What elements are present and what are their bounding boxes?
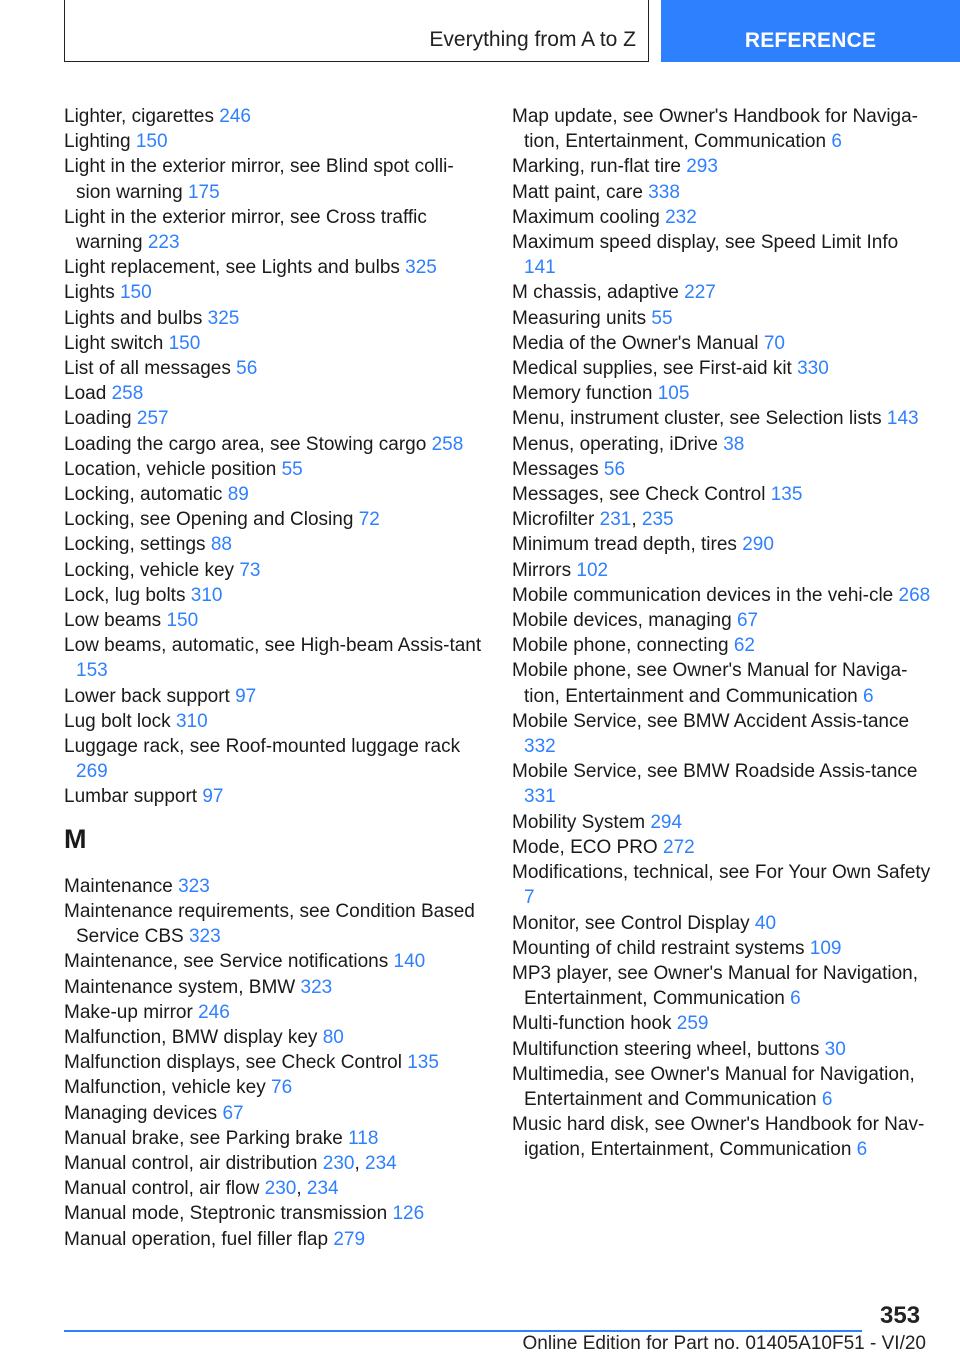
index-entry [512,1037,932,1062]
page-link[interactable]: 235 [641,509,674,531]
index-entry [64,1101,484,1126]
page-link[interactable]: 6 [863,685,874,707]
index-entry-text: Lights and bulbs [64,307,203,329]
page-link[interactable]: 272 [663,836,695,858]
page-link[interactable]: 231 [599,509,632,531]
index-entry [512,810,932,835]
footer-edition: Online Edition for Part no. 01405A10F51 - VI/20 [522,1333,926,1354]
index-entry [64,874,484,899]
index-entry [64,457,484,482]
page-header [0,0,960,66]
section-title: Everything from A to Z [429,28,636,51]
index-entry [512,482,932,507]
index-entry: Microfilter 231, 235 [512,509,674,531]
index-entry-text: Maintenance, see Service notifications [64,951,389,973]
page-link[interactable]: 246 [219,106,251,127]
page-link[interactable]: 234 [365,1152,397,1174]
page-link[interactable]: 67 [222,1102,244,1124]
page-link[interactable]: 330 [797,358,829,380]
index-entry [64,1201,484,1226]
index-entry [64,129,484,154]
index-entry [64,975,484,1000]
index-entry-text: MP3 player, see Owner's Manual for Navigation, Entertainment, Communication [512,962,918,1010]
index-entry [64,331,484,356]
index-entry [64,784,484,809]
page-link[interactable]: 223 [147,232,180,254]
page-link[interactable]: 55 [651,307,673,329]
page-link[interactable]: 310 [190,584,223,606]
index-entry [64,1227,484,1252]
index-entry [512,936,932,961]
page-link[interactable]: 135 [770,484,803,506]
page-link[interactable]: 62 [733,635,755,657]
index-entry-text: Measuring units [512,307,647,329]
index-entry-text: Monitor, see Control Display [512,912,750,934]
page-link[interactable]: 105 [657,383,690,405]
index-entry-text: M chassis, adaptive [512,282,679,304]
page-link[interactable]: 258 [431,433,464,455]
index-column-right [512,104,932,1163]
index-entry [64,1050,484,1075]
index-entry-text: Maximum speed display, see Speed Limit Info [512,232,899,254]
index-entry-text: Manual control, air flow [64,1178,260,1200]
index-entry [64,154,484,204]
index-entry-text: Mobile phone, connecting [512,635,729,657]
index-entry-text: Loading the cargo area, see Stowing cargo [64,433,427,455]
page-link[interactable]: 323 [178,875,210,897]
page-link[interactable]: 97 [235,685,257,707]
index-entry-text: Managing devices [64,1102,218,1124]
index-entry [512,961,932,1011]
index-entry-text: Malfunction, BMW display key [64,1026,318,1048]
index-letter-heading: M [64,823,87,854]
page-link[interactable]: 227 [684,282,716,304]
page-number: 353 [880,1302,921,1329]
index-entry [512,104,932,154]
index-entry-text: Mobile phone, see Owner's Manual for Naviga-tion, Entertainment and Communication [512,660,908,707]
index-entry-text: Lighting [64,131,131,153]
chapter-tab [661,0,960,62]
page-link[interactable]: 259 [676,1013,709,1035]
index-entry-text: Lock, lug bolts [64,584,186,606]
index-entry-text: Memory function [512,383,653,405]
page-link[interactable]: 325 [207,307,240,329]
index-column-left [64,104,484,1252]
page-link[interactable]: 6 [790,988,801,1010]
page-link[interactable]: 290 [742,534,774,556]
index-entry [512,280,932,305]
index-entry-text: Mobile Service, see BMW Roadside Assis-tance [512,761,918,783]
page-link[interactable]: 279 [333,1228,366,1250]
index-entry-text: Light in the exterior mirror, see Cross traffic warning [64,206,427,254]
index-entry-text: Mobile Service, see BMW Accident Assis-tance [512,710,910,732]
index-entry-text: Manual control, air distribution [64,1152,318,1174]
index-entry [512,432,932,457]
page-link[interactable]: 325 [405,257,437,279]
page-link[interactable]: 76 [271,1077,293,1099]
index-entry [512,709,932,759]
index-entry-text: Locking, automatic [64,484,223,506]
index-entry-text: Manual brake, see Parking brake [64,1127,343,1149]
index-entry [64,684,484,709]
index-entry-text: Mobile communication devices in the vehi-cle [512,584,894,606]
page-link[interactable]: 150 [119,282,152,304]
index-entry: Manual control, air flow 230, 234 [64,1178,339,1200]
page-link[interactable]: 293 [686,156,718,178]
index-entry-text: Matt paint, care [512,181,643,203]
page-link[interactable]: 30 [824,1038,846,1060]
page-link[interactable]: 150 [135,131,168,153]
page-link[interactable]: 6 [831,131,842,153]
index-entry [64,482,484,507]
index-entry [512,331,932,356]
index-entry [64,633,484,683]
index-entry-text: Locking, settings [64,534,206,556]
page-link[interactable]: 102 [576,559,609,581]
page-link[interactable]: 175 [187,181,220,203]
index-entry [512,230,932,280]
index-entry-text: Locking, see Opening and Closing [64,509,354,531]
page-link[interactable]: 55 [281,458,303,480]
chapter-label: REFERENCE [744,29,877,52]
index-entry-text: Load [64,383,107,405]
index-entry [512,1011,932,1036]
page-link[interactable]: 141 [524,257,556,279]
index-entry-text: Multimedia, see Owner's Manual for Navigation, Entertainment and Communication [512,1063,915,1110]
page-link[interactable]: 258 [111,383,144,405]
index-entry [64,899,484,949]
index-entry [512,1112,932,1162]
index-entry-text: Locking, vehicle key [64,559,235,581]
index-entry-text: Lower back support [64,685,230,707]
index-entry-text: Light in the exterior mirror, see Blind spot colli-sion warning [64,156,454,203]
index-entry [512,658,932,708]
index-entry-text: Minimum tread depth, tires [512,534,737,556]
index-entry-text: Mobility System [512,811,646,833]
index-entry [64,280,484,305]
page-link[interactable]: 140 [393,951,426,973]
page-link[interactable]: 234 [306,1178,339,1200]
index-entry [512,457,932,482]
page-link[interactable]: 67 [736,610,759,632]
page-link[interactable]: 230 [322,1152,355,1174]
index-entry-text: Loading [64,408,132,430]
page-link[interactable]: 323 [188,926,221,948]
index-entry-text: Media of the Owner's Manual [512,332,759,354]
index-entry-text: Maintenance requirements, see Condition Based Service CBS [64,900,475,948]
section-title-box [64,0,649,62]
page-link[interactable]: 294 [650,811,683,833]
index-entry [512,860,932,910]
index-entry [512,406,932,431]
index-entry-text: Mode, ECO PRO [512,836,658,858]
index-entry [64,949,484,974]
index-entry-text: Medical supplies, see First-aid kit [512,358,792,380]
index-entry-text: Mobile devices, managing [512,610,732,632]
index-entry-text: Maintenance [64,875,173,897]
footer-rule [64,1330,862,1332]
page-link[interactable]: 40 [754,912,777,934]
index-entry [512,180,932,205]
index-entry-text: Lug bolt lock [64,710,171,732]
index-entry [512,835,932,860]
index-entry [64,1075,484,1100]
index-entry [512,911,932,936]
index-entry [512,583,932,608]
index-entry [64,432,484,457]
page-link[interactable]: 88 [210,534,232,556]
page-link[interactable]: 150 [166,610,199,632]
index-entry-text: Marking, run-flat tire [512,156,681,178]
page-link[interactable]: 331 [524,786,556,808]
page-link[interactable]: 7 [524,887,535,909]
page-link[interactable]: 323 [300,976,333,998]
page-link[interactable]: 143 [886,408,919,430]
index-entry [64,558,484,583]
page-link[interactable]: 38 [723,433,745,455]
index-entry [512,205,932,230]
index-entry-text: Lights [64,282,115,304]
index-entry [512,306,932,331]
index-entry [64,1126,484,1151]
index-entry [512,558,932,583]
page-link[interactable]: 332 [524,736,556,758]
index-entry-text: Mounting of child restraint systems [512,937,805,959]
index-entry-text: Low beams, automatic, see High-beam Assis-tant [64,635,482,657]
page-link[interactable]: 338 [648,181,680,203]
index-entry: Manual control, air distribution 230, 234 [64,1152,397,1174]
page-link[interactable]: 89 [227,484,249,506]
index-entry-text: Maintenance system, BMW [64,976,296,998]
page-link[interactable]: 118 [348,1127,379,1149]
page-link[interactable]: 6 [821,1088,833,1110]
index-entry [512,356,932,381]
index-entry [512,633,932,658]
page-link[interactable]: 80 [322,1026,344,1048]
index-entry-text: Lumbar support [64,786,198,808]
index-entry [64,356,484,381]
index-entry [64,255,484,280]
page-link[interactable]: 310 [175,710,208,732]
index-entry-text: Light switch [64,332,164,354]
page-link[interactable]: 135 [407,1052,439,1074]
index-entry [64,734,484,784]
index-entry [64,104,484,129]
index-entry-text: Maximum cooling [512,206,660,228]
page-link[interactable]: 269 [76,761,108,783]
index-entry [512,759,932,809]
index-entry [512,1062,932,1112]
page-link[interactable]: 109 [809,937,842,959]
index-entry-text: Modifications, technical, see For Your Own Safety [512,862,931,884]
index-entry [64,306,484,331]
index-entry-text: Malfunction, vehicle key [64,1077,266,1099]
index-entry-text: Manual mode, Steptronic transmission [64,1203,388,1225]
index-entry-text: Map update, see Owner's Handbook for Naviga-tion, Entertainment, Communication [512,106,919,153]
index-entry [64,406,484,431]
page-link[interactable]: 246 [198,1001,230,1023]
index-entry [64,583,484,608]
index-entry [512,154,932,179]
index-entry [64,507,484,532]
index-entry-text: Make-up mirror [64,1001,193,1023]
index-entry [512,532,932,557]
index-entry [512,381,932,406]
index-entry-text: Malfunction displays, see Check Control [64,1052,402,1074]
page-link[interactable]: 56 [236,358,258,380]
page-link[interactable]: 150 [168,332,201,354]
index-entry-text: Menu, instrument cluster, see Selection lists [512,408,882,430]
index-entry-text: Music hard disk, see Owner's Handbook for Nav-igation, Entertainment, Communication [512,1114,925,1161]
index-entry-text: Luggage rack, see Roof-mounted luggage rack [64,736,461,758]
index-entry-text: Messages, see Check Control [512,484,766,506]
page-link[interactable]: 56 [603,458,626,480]
index-entry-text: Location, vehicle position [64,458,277,480]
page-link[interactable]: 232 [665,206,697,228]
index-entry-text: Microfilter [512,509,595,531]
index-entry-text: Messages [512,458,599,480]
index-entry-text: Light replacement, see Lights and bulbs [64,257,400,279]
page-link[interactable]: 230 [264,1178,297,1200]
page-link[interactable]: 72 [358,509,380,531]
index-entry-text: List of all messages [64,358,231,380]
index-entry [64,1000,484,1025]
page-link[interactable]: 97 [202,786,224,808]
page-link[interactable]: 126 [392,1203,425,1225]
index-entry-text: Multi-function hook [512,1013,672,1035]
index-entry-text: Lighter, cigarettes [64,106,214,127]
index-entry [64,608,484,633]
index-entry [64,532,484,557]
index-entry [64,381,484,406]
page-link[interactable]: 70 [763,332,785,354]
page-link[interactable]: 268 [898,584,931,606]
index-entry [64,709,484,734]
index-entry [64,1025,484,1050]
index-entry [64,205,484,255]
page-link[interactable]: 6 [856,1139,868,1161]
page-link[interactable]: 153 [76,660,108,682]
index-entry [512,608,932,633]
page-link[interactable]: 73 [239,559,261,581]
index-entry-text: Menus, operating, iDrive [512,433,718,455]
index-entry-text: Low beams [64,610,162,632]
index-entry-text: Multifunction steering wheel, buttons [512,1038,820,1060]
page-link[interactable]: 257 [136,408,169,430]
index-entry-text: Manual operation, fuel filler flap [64,1228,329,1250]
index-entry-text: Mirrors [512,559,572,581]
